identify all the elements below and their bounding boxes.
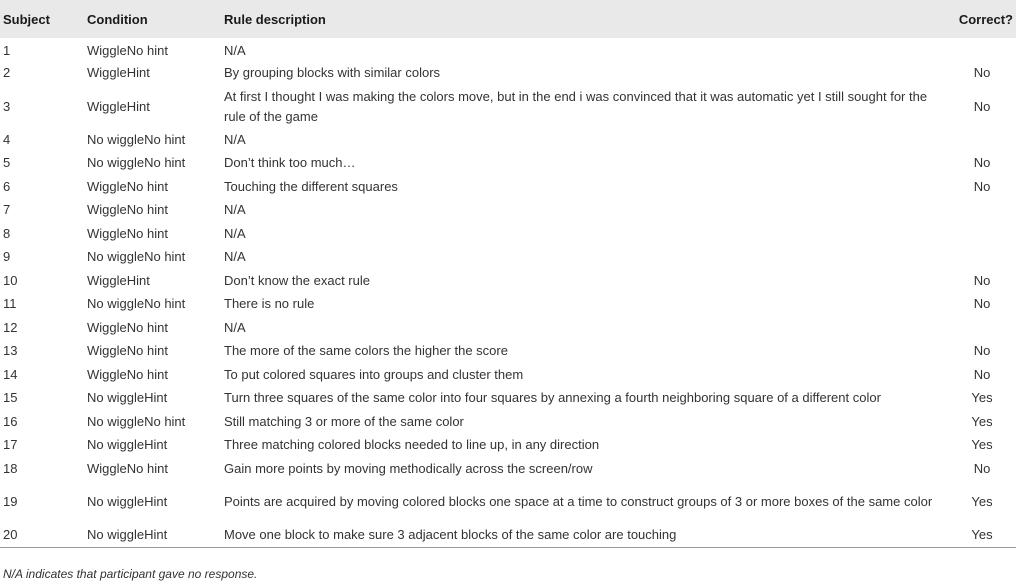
cell-correct: No [973, 272, 991, 288]
cell-rule-description: N/A [224, 319, 246, 335]
cell-rule-description: N/A [224, 225, 246, 241]
cell-condition: WiggleNo hint [87, 202, 168, 218]
cell-correct [948, 222, 1016, 246]
table-row [0, 524, 1016, 548]
table-row [0, 38, 1016, 62]
cell-correct: No [973, 366, 991, 382]
cell-rule-description: N/A [224, 249, 246, 265]
cell-rule-description: Points are acquired by moving colored blocks one space at a time to construct groups of 3 or more boxes of the same color [224, 494, 933, 509]
cell-condition: WiggleHint [87, 98, 150, 114]
cell-rule-description: Still matching 3 or more of the same color [224, 413, 464, 429]
cell-rule-description: Don’t know the exact rule [224, 272, 370, 288]
cell-rule-description: Touching the different squares [224, 178, 398, 194]
cell-rule-description: Gain more points by moving methodically across the screen/row [224, 460, 593, 476]
cell-subject: 5 [3, 155, 11, 171]
cell-rule-description: Don’t think too much… [224, 155, 356, 171]
cell-condition: No wiggleNo hint [87, 155, 186, 171]
table-row [0, 293, 1016, 317]
header-rule-description: Rule description [224, 11, 326, 27]
cell-correct: No [973, 98, 991, 114]
cell-correct: Yes [971, 494, 993, 509]
cell-correct: No [973, 155, 991, 171]
cell-correct: Yes [971, 437, 993, 453]
table-row [0, 152, 1016, 176]
table-row [0, 199, 1016, 223]
cell-subject: 11 [3, 296, 17, 312]
cell-subject: 18 [3, 460, 18, 476]
cell-subject: 13 [3, 343, 18, 359]
cell-correct: Yes [971, 413, 993, 429]
table-row [0, 457, 1016, 481]
table-row [0, 128, 1016, 152]
cell-condition: No wiggleHint [87, 527, 168, 542]
cell-condition: WiggleNo hint [87, 343, 168, 359]
cell-subject: 17 [3, 437, 18, 453]
cell-correct: No [973, 343, 991, 359]
cell-subject: 9 [3, 249, 11, 265]
cell-subject: 19 [3, 494, 18, 509]
cell-subject: 15 [3, 390, 18, 406]
cell-correct [948, 199, 1016, 223]
cell-condition: No wiggleNo hint [87, 413, 186, 429]
header-subject: Subject [3, 11, 50, 27]
cell-subject: 8 [3, 225, 11, 241]
table-row [0, 222, 1016, 246]
cell-rule-description: By grouping blocks with similar colors [224, 65, 441, 81]
cell-condition: WiggleNo hint [87, 225, 168, 241]
cell-condition: WiggleNo hint [87, 460, 168, 476]
table-row [0, 85, 1016, 128]
cell-subject: 1 [3, 43, 11, 59]
cell-correct [948, 38, 1016, 62]
cell-rule-description: N/A [224, 43, 246, 59]
cell-subject: 10 [3, 272, 18, 288]
cell-rule-description: At first I thought I was making the colors move, but in the end i was convinced that it was automatic yet I still sought for the rule of the game [224, 88, 928, 124]
table-footnote: N/A indicates that participant gave no response. [3, 567, 258, 581]
cell-condition: No wiggleHint [87, 437, 168, 453]
cell-subject: 16 [3, 413, 18, 429]
table-row [0, 175, 1016, 199]
cell-rule-description: Three matching colored blocks needed to line up, in any direction [224, 437, 600, 453]
cell-condition: WiggleNo hint [87, 366, 168, 382]
cell-correct: No [973, 178, 991, 194]
cell-condition: No wiggleHint [87, 390, 168, 406]
cell-correct: Yes [971, 390, 993, 406]
cell-condition: WiggleNo hint [87, 319, 168, 335]
cell-subject: 14 [3, 366, 18, 382]
cell-subject: 7 [3, 202, 11, 218]
cell-condition: No wiggleHint [87, 494, 168, 509]
table-row [0, 316, 1016, 340]
table-row [0, 363, 1016, 387]
cell-subject: 3 [3, 98, 11, 114]
table-row [0, 434, 1016, 458]
cell-correct [948, 128, 1016, 152]
header-condition: Condition [87, 11, 148, 27]
cell-rule-description: The more of the same colors the higher the score [224, 343, 508, 359]
cell-condition: No wiggleNo hint [87, 249, 186, 265]
cell-subject: 12 [3, 319, 18, 335]
cell-subject: 2 [3, 65, 11, 81]
table-row [0, 340, 1016, 364]
cell-correct [948, 246, 1016, 270]
cell-condition: WiggleNo hint [87, 43, 168, 59]
cell-rule-description: To put colored squares into groups and cluster them [224, 366, 524, 382]
cell-rule-description: N/A [224, 131, 246, 147]
table-row [0, 246, 1016, 270]
cell-correct [948, 316, 1016, 340]
header-correct: Correct? [958, 11, 1013, 27]
cell-correct: Yes [971, 527, 993, 542]
cell-rule-description: There is no rule [224, 296, 315, 312]
cell-condition: No wiggleNo hint [87, 131, 186, 147]
cell-condition: WiggleHint [87, 272, 150, 288]
cell-subject: 20 [3, 527, 18, 542]
cell-condition: No wiggleNo hint [87, 296, 186, 312]
cell-rule-description: Turn three squares of the same color into four squares by annexing a fourth neighboring square of a different color [224, 390, 881, 406]
table-row [0, 62, 1016, 86]
header-row [0, 0, 1016, 38]
cell-subject: 4 [3, 131, 11, 147]
table-header [0, 0, 1016, 38]
table-body [0, 38, 1016, 547]
table-row [0, 269, 1016, 293]
table-row [0, 410, 1016, 434]
table-row [0, 387, 1016, 411]
cell-correct: No [973, 460, 991, 476]
cell-rule-description: Move one block to make sure 3 adjacent blocks of the same color are touching [224, 527, 677, 542]
cell-rule-description: N/A [224, 202, 246, 218]
cell-condition: WiggleHint [87, 65, 150, 81]
table-row [0, 481, 1016, 524]
cell-correct: No [973, 65, 991, 81]
cell-condition: WiggleNo hint [87, 178, 168, 194]
cell-subject: 6 [3, 178, 11, 194]
cell-correct: No [973, 296, 991, 312]
